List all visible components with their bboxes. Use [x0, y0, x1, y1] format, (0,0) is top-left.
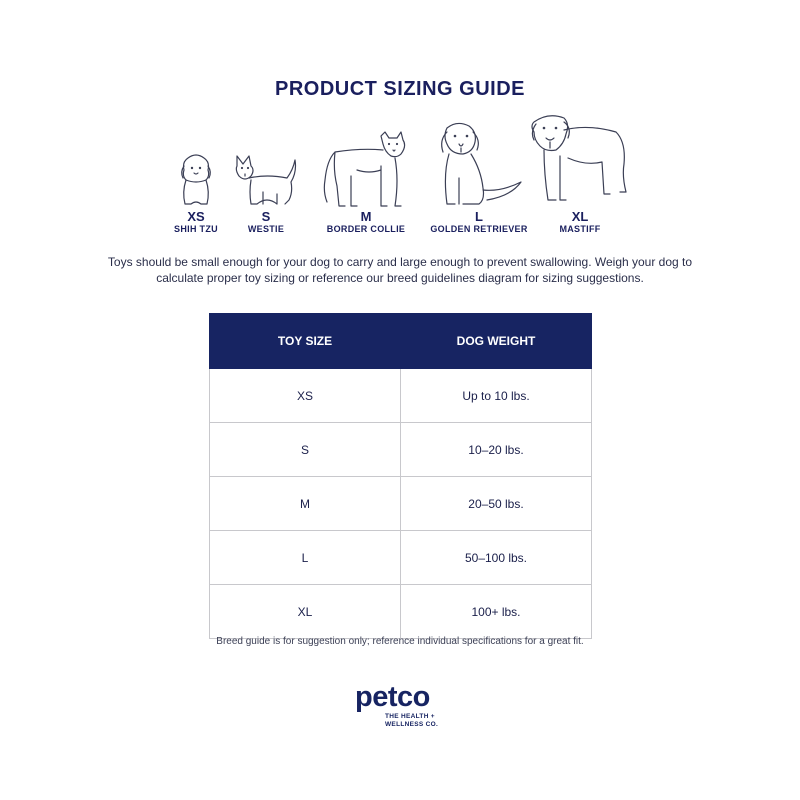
mastiff-icon [528, 112, 632, 210]
table-row [210, 477, 592, 531]
size-label: L [475, 209, 483, 224]
breed-m [310, 130, 422, 235]
breed-name: WESTIE [247, 224, 285, 234]
logo-tagline-line-1: THE HEALTH + [385, 713, 435, 720]
disclaimer-note: Breed guide is for suggestion only; reference individual specifications for a great fit. [216, 636, 584, 647]
breed-name: SHIH TZU [174, 224, 218, 234]
table-row [210, 531, 592, 585]
toy-size-cell: XL [210, 585, 401, 639]
table-row [210, 585, 592, 639]
dog-weight-cell: Up to 10 lbs. [401, 369, 592, 423]
dog-weight-cell: 20–50 lbs. [401, 477, 592, 531]
dog-weight-cell: 100+ lbs. [401, 585, 592, 639]
breed-name: GOLDEN RETRIEVER [430, 224, 528, 234]
golden-retriever-icon [431, 118, 527, 210]
dog-weight-cell: 10–20 lbs. [401, 423, 592, 477]
breed-name: BORDER COLLIE [326, 224, 406, 234]
breed-s [230, 152, 302, 235]
breed-xl [526, 112, 634, 235]
size-label: S [261, 209, 271, 224]
header-dog-weight: DOG WEIGHT [401, 314, 592, 369]
table-header-row [210, 314, 592, 369]
toy-size-cell: L [210, 531, 401, 585]
logo-wordmark: petco [355, 681, 430, 713]
border-collie-icon [321, 130, 411, 210]
size-label: M [360, 209, 372, 224]
table-row [210, 423, 592, 477]
size-label: XL [571, 209, 589, 224]
shih-tzu-icon [174, 152, 218, 210]
breed-l [424, 118, 534, 235]
toy-size-cell: M [210, 477, 401, 531]
westie-icon [231, 152, 301, 210]
page-title: PRODUCT SIZING GUIDE [274, 78, 525, 100]
size-label: XS [187, 209, 205, 224]
breed-illustrations [0, 112, 800, 242]
logo-tagline-line-2: WELLNESS CO. [385, 721, 439, 728]
sizing-table [209, 313, 592, 639]
petco-logo [355, 681, 455, 728]
toy-size-cell: S [210, 423, 401, 477]
intro-text: Toys should be small enough for your dog to carry and large enough to prevent swallowing. Weigh your dog to calculate proper toy sizing or reference our breed guidelines diagram for sizing suggestions. [107, 255, 693, 285]
breed-name: MASTIFF [559, 224, 601, 234]
logo-tagline [385, 713, 438, 729]
toy-size-cell: XS [210, 369, 401, 423]
table-row [210, 369, 592, 423]
header-toy-size: TOY SIZE [210, 314, 401, 369]
breed-xs [168, 152, 224, 235]
dog-weight-cell: 50–100 lbs. [401, 531, 592, 585]
